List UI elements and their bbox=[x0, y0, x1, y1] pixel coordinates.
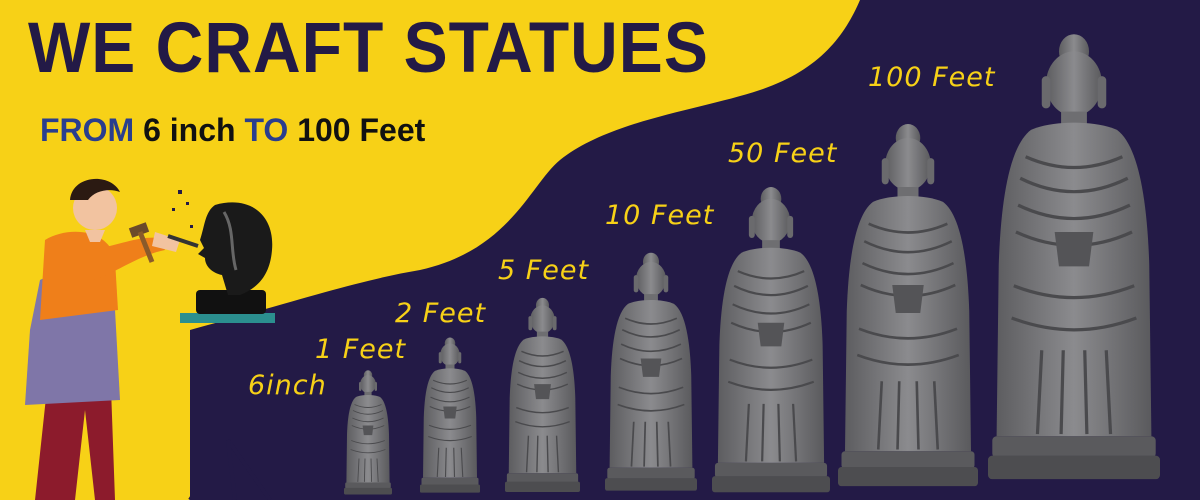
statue-1-feet bbox=[420, 333, 480, 495]
statue-2-feet bbox=[505, 292, 580, 495]
sculpting-stand bbox=[190, 320, 270, 500]
statue-10-feet bbox=[712, 180, 830, 495]
statue-5-feet bbox=[605, 245, 697, 495]
size-label-5-feet: 5 Feet bbox=[498, 255, 590, 286]
subline-from: FROM bbox=[40, 112, 135, 148]
size-label-100-feet: 100 Feet bbox=[868, 62, 996, 93]
subline-min-size: 6 inch bbox=[143, 112, 236, 148]
size-label-10-feet: 10 Feet bbox=[605, 200, 715, 231]
size-label-2-feet: 2 Feet bbox=[395, 298, 487, 329]
size-label-1-feet: 1 Feet bbox=[315, 334, 407, 365]
headline: WE CRAFT STATUES bbox=[28, 7, 709, 87]
statue-6inch bbox=[344, 368, 392, 495]
subline bbox=[40, 112, 425, 149]
subline-to: TO bbox=[244, 112, 289, 148]
statue-50-feet bbox=[838, 110, 978, 495]
bust-icon bbox=[198, 202, 272, 295]
statue-100-feet bbox=[988, 12, 1160, 495]
subline-max-size: 100 Feet bbox=[297, 112, 426, 148]
size-label-6inch: 6inch bbox=[248, 370, 327, 401]
size-label-50-feet: 50 Feet bbox=[728, 138, 838, 169]
sculptor-illustration bbox=[0, 170, 290, 500]
